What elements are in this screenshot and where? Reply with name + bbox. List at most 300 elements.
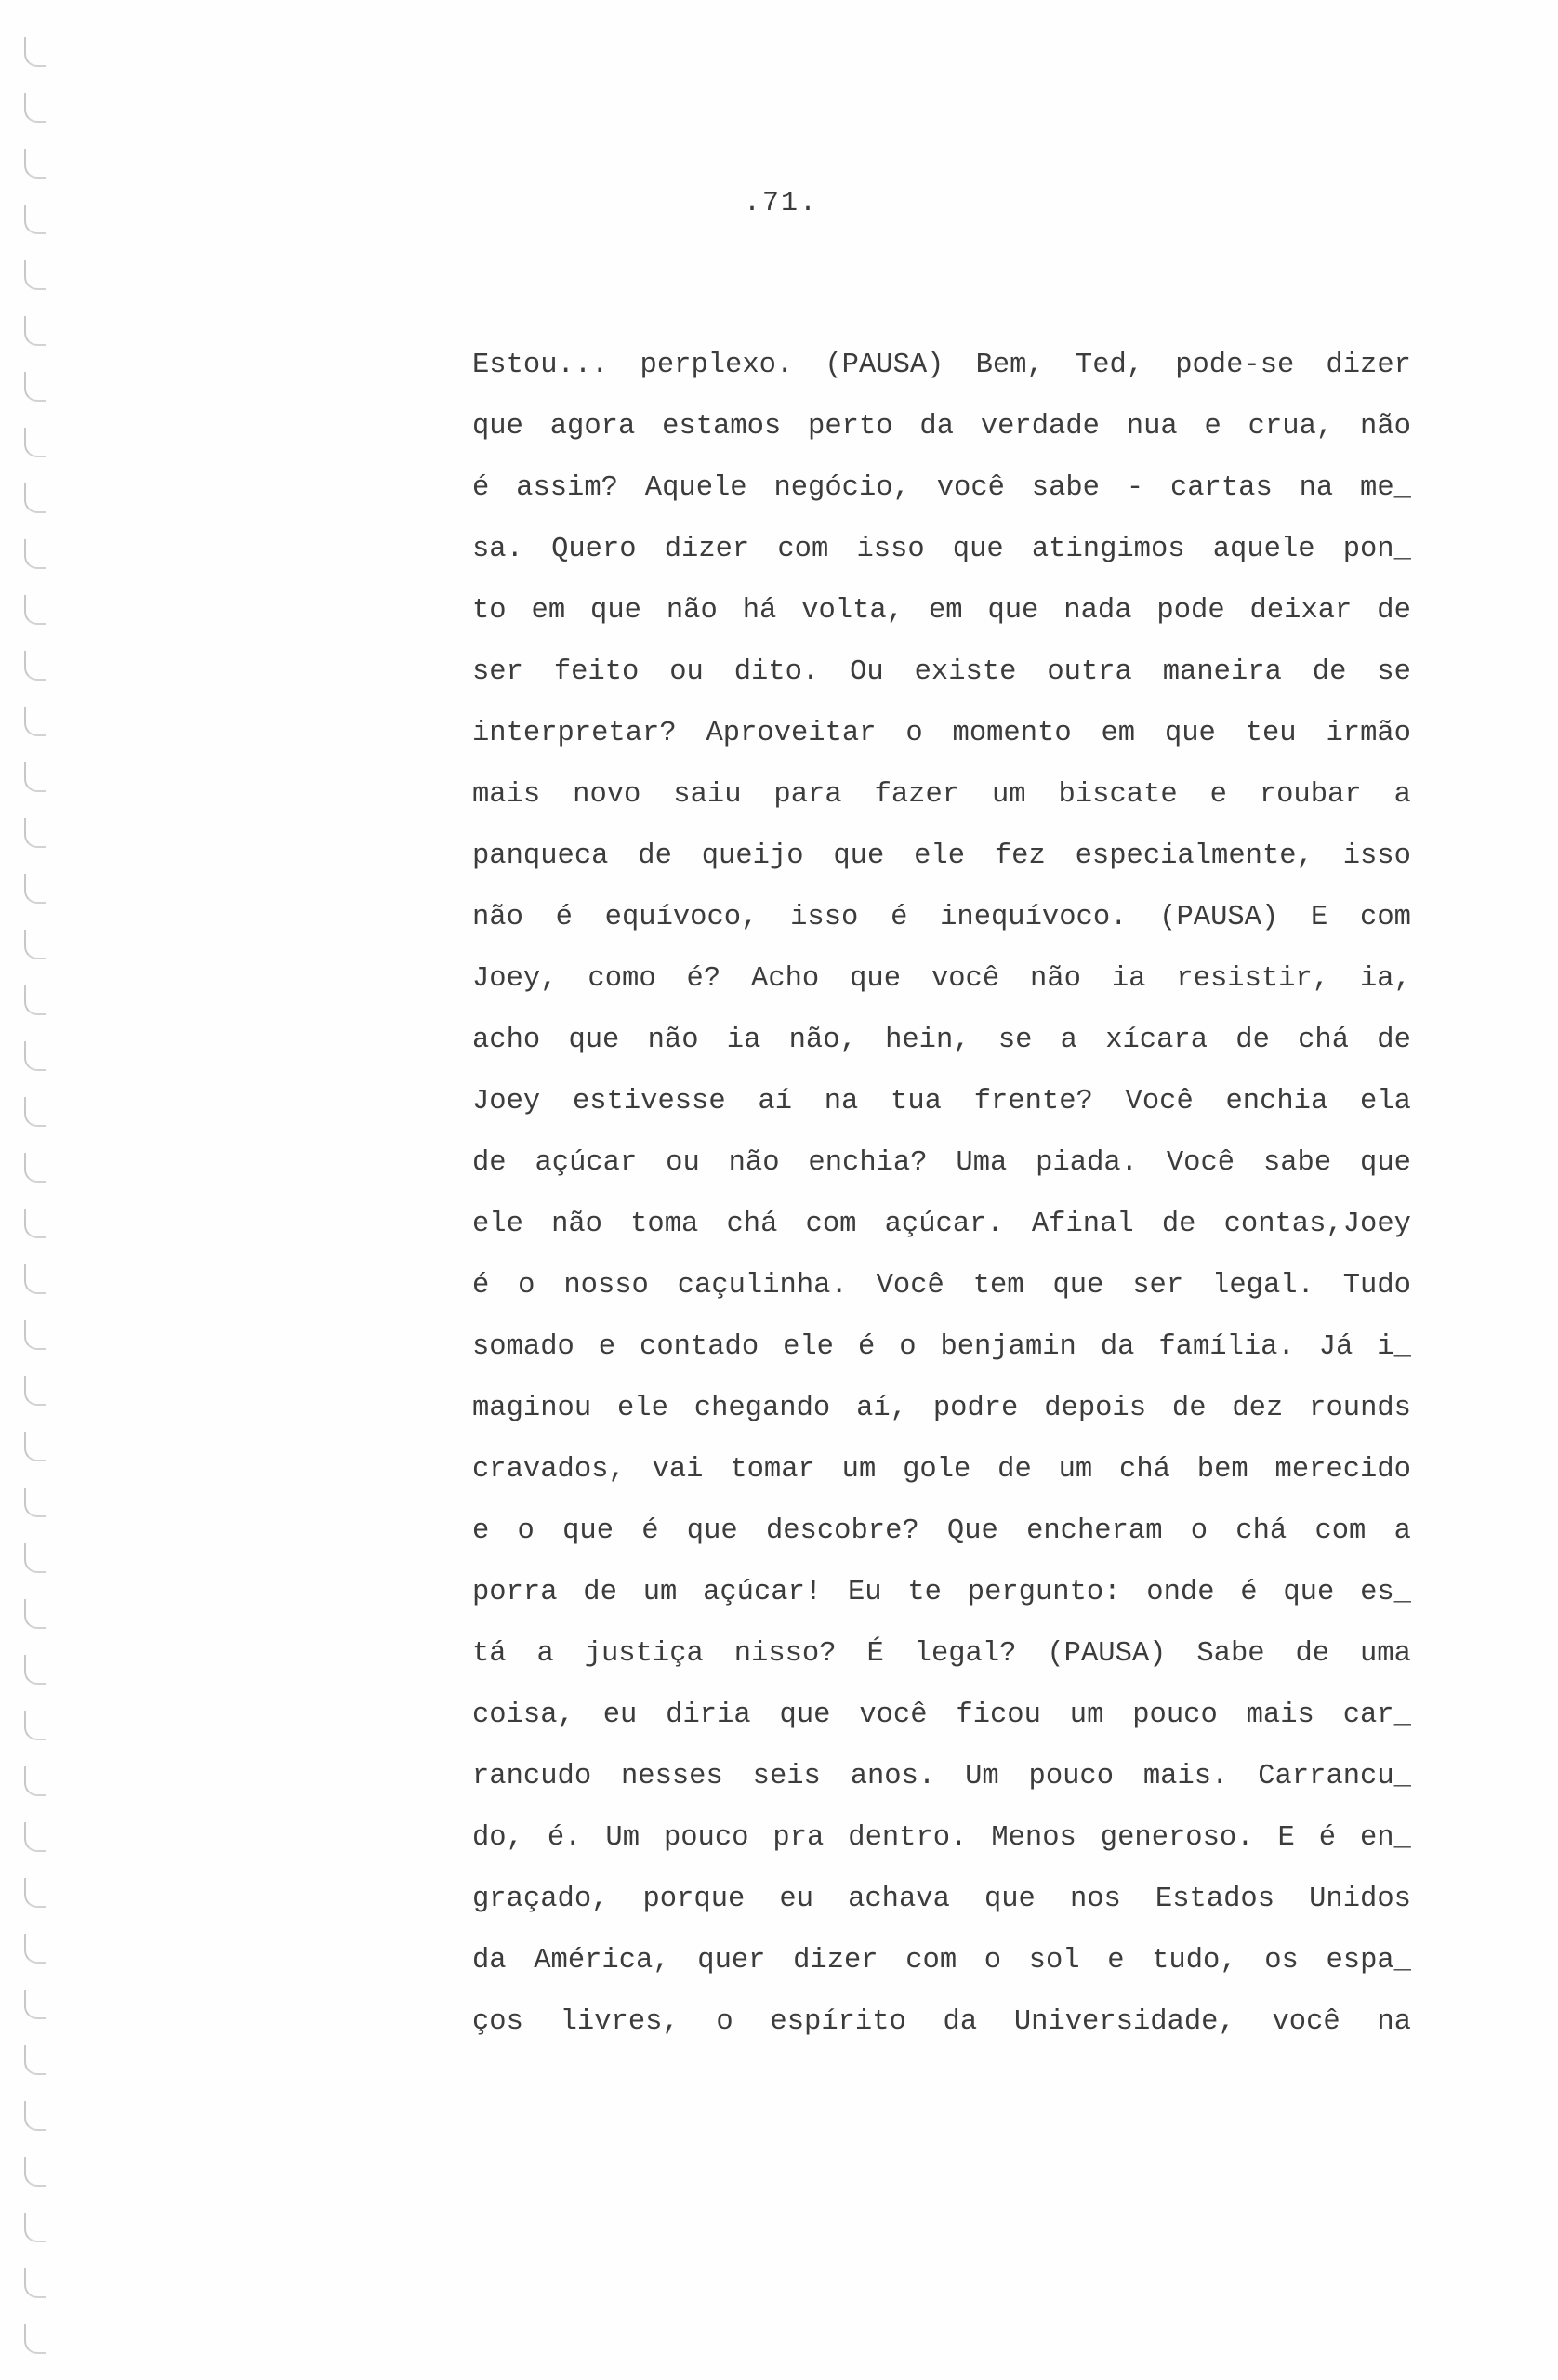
word: pode [1156,595,1225,627]
word: interpretar? [472,718,677,749]
word: de [472,1147,507,1179]
word: Afinal [1031,1209,1134,1240]
word: Tudo [1342,1270,1411,1302]
word: enchia? [808,1147,928,1179]
text-line [472,641,1411,703]
text-line [472,1010,1411,1071]
word: estamos [662,411,782,443]
word: E [1277,1822,1295,1854]
word: especialmente, [1075,840,1314,872]
word: Você [876,1270,944,1302]
word: fazer [874,779,960,811]
word: legal. [1212,1270,1314,1302]
word: rounds [1309,1393,1411,1424]
word: verdade [980,411,1100,443]
word: um [642,1577,678,1608]
word: E [1311,902,1328,933]
word: que [987,595,1039,627]
word: que [984,1884,1036,1915]
word: é [555,902,573,933]
word: benjamin [940,1331,1076,1363]
word: não [551,1209,602,1240]
word: fez [994,840,1046,872]
word: diria [666,1699,751,1731]
word: e [1204,411,1221,443]
word: maneira [1162,656,1282,688]
text-line [472,457,1411,519]
word: rancudo [472,1761,592,1792]
word: a [536,1638,554,1670]
word: ou [669,656,704,688]
word: maginou [472,1393,592,1424]
word: Joey, [472,963,558,995]
word: frente? [973,1086,1093,1117]
word: na [1299,472,1334,504]
word: ser [472,656,523,688]
word: volta, [801,595,904,627]
word: te [907,1577,942,1608]
word: é [472,472,490,504]
word: achava [848,1884,950,1915]
word: xícara [1105,1025,1208,1056]
word: to [472,595,507,627]
word: o [1190,1515,1208,1547]
word: anos. [850,1761,936,1792]
text-line [472,396,1411,457]
word: nisso? [733,1638,837,1670]
word: que [590,595,641,627]
word: eu [602,1699,638,1731]
word: uma [1359,1638,1411,1670]
word: você [936,472,1005,504]
word: chegando [693,1393,831,1424]
word: atingimos [1031,534,1185,565]
word: de [1377,1025,1411,1056]
word: é. [547,1822,582,1854]
word: Carrancu_ [1258,1761,1411,1792]
word: Já [1318,1331,1353,1363]
word: não [472,902,523,933]
word: da [1100,1331,1135,1363]
word: pouco [663,1822,749,1854]
word: nosso [563,1270,649,1302]
word: o [716,2006,733,2038]
word: descobre? [765,1515,919,1547]
word: roubar [1259,779,1362,811]
word: dizer [664,534,750,565]
text-line [472,1991,1411,2053]
word: com [777,534,829,565]
word: biscate [1058,779,1178,811]
word: Um [605,1822,640,1854]
word: podre [932,1393,1019,1424]
text-line [472,1930,1411,1991]
word: perto [808,411,893,443]
word: ia [1111,963,1146,995]
word: pouco [1132,1699,1218,1731]
word: cartas [1169,472,1273,504]
word: acho [472,1025,541,1056]
word: ficou [956,1699,1041,1731]
word: Você [1166,1147,1235,1179]
word: um [1058,1454,1093,1486]
word: você [931,963,1000,995]
word: açúcar. [884,1209,1004,1240]
word: isso [856,534,925,565]
word: ia, [1359,963,1411,995]
word: como [588,963,656,995]
word: ele [472,1209,523,1240]
word: gole [903,1454,971,1486]
word: irmão [1326,718,1411,749]
word: Estou... [472,350,609,381]
word: não, [788,1025,857,1056]
word: e [1209,779,1227,811]
word: existe [914,656,1017,688]
word: mais. [1142,1761,1229,1792]
text-line [472,1807,1411,1869]
text-line [472,826,1411,887]
word: pergunto: [967,1577,1121,1608]
word: Ted, [1075,350,1144,381]
word: me_ [1360,472,1411,504]
text-line [472,1316,1411,1378]
word: de [638,840,672,872]
text-line [472,1685,1411,1746]
word: isso [1342,840,1411,872]
word: Universidade, [1013,2006,1235,2038]
word: eu [779,1884,813,1915]
word: (PAUSA) [1047,1638,1167,1670]
word: (PAUSA) [1159,902,1279,933]
word: não [666,595,718,627]
word: car_ [1342,1699,1411,1731]
word: que [472,411,523,443]
word: que [1052,1270,1104,1302]
word: em [928,595,963,627]
word: deixar [1249,595,1353,627]
word: a [1393,1515,1411,1547]
word: ele [914,840,966,872]
word: vai [652,1454,704,1486]
word: Ou [850,656,884,688]
word: hein, [885,1025,970,1056]
word: legal? [914,1638,1017,1670]
word: livres, [560,2006,680,2038]
word: pouco [1028,1761,1115,1792]
word: Uma [956,1147,1008,1179]
word: de [1295,1638,1330,1670]
word: o [517,1515,535,1547]
word: Aproveitar [706,718,877,749]
word: é [1240,1577,1258,1608]
word: sabe [1262,1147,1332,1179]
word: é? [686,963,721,995]
word: espírito [770,2006,906,2038]
word: o [899,1331,917,1363]
body-text [472,335,1411,2053]
word: não [1360,411,1411,443]
word: Unidos [1309,1884,1411,1915]
word: contas,Joey [1223,1209,1411,1240]
word: Menos [991,1822,1076,1854]
word: dizer [793,1945,878,1977]
word: Aquele [644,472,747,504]
word: aí, [856,1393,907,1424]
word: dito. [733,656,820,688]
word: Acho [751,963,820,995]
word: nesses [620,1761,723,1792]
word: e [1107,1945,1125,1977]
word: da [472,1945,507,1977]
word: onde [1146,1577,1215,1608]
word: Bem, [975,350,1044,381]
text-line [472,1132,1411,1194]
word: de [997,1454,1032,1486]
word: um [1069,1699,1104,1731]
word: piada. [1036,1147,1138,1179]
word: novo [573,779,641,811]
word: espa_ [1326,1945,1411,1977]
text-line [472,1562,1411,1623]
word: América, [534,1945,670,1977]
word: e [472,1515,490,1547]
word: outra [1047,656,1132,688]
word: do, [472,1822,523,1854]
word: chá [1235,1515,1287,1547]
text-line [472,1746,1411,1807]
word: isso [790,902,859,933]
word: com [905,1945,957,1977]
text-line [472,1378,1411,1439]
word: um [841,1454,877,1486]
word: Joey [472,1086,541,1117]
text-line [472,1071,1411,1132]
word: nua [1126,411,1178,443]
word: pon_ [1342,534,1411,565]
word: negócio, [773,472,910,504]
word: que [850,963,902,995]
word: (PAUSA) [825,350,944,381]
word: é [891,902,908,933]
word: você [859,1699,928,1731]
word: mais [472,779,541,811]
word: que [686,1515,738,1547]
word: Um [965,1761,999,1792]
word: os [1264,1945,1299,1977]
word: tomar [730,1454,815,1486]
word: mais [1246,1699,1314,1731]
word: tua [891,1086,942,1117]
word: enchia [1225,1086,1328,1117]
word: família. [1158,1331,1295,1363]
text-line [472,1623,1411,1685]
word: que [1164,718,1216,749]
word: se [997,1025,1033,1056]
word: feito [553,656,640,688]
word: não [728,1147,780,1179]
text-line [472,887,1411,948]
word: encheram [1026,1515,1163,1547]
word: o [518,1270,535,1302]
word: es_ [1360,1577,1411,1608]
word: que [568,1025,620,1056]
text-line [472,1501,1411,1562]
word: para [773,779,842,811]
word: que [952,534,1004,565]
word: nos [1069,1884,1121,1915]
word: bem [1196,1454,1248,1486]
word: Quero [551,534,637,565]
word: com [1314,1515,1367,1547]
word: Sabe [1196,1638,1265,1670]
text-line [472,335,1411,396]
word: com [805,1209,857,1240]
word: o [984,1945,1002,1977]
text-line [472,580,1411,641]
word: é [857,1331,876,1363]
word: momento [952,718,1072,749]
word: com [1360,902,1411,933]
word: se [1377,656,1411,688]
word: merecido [1274,1454,1411,1486]
word: en_ [1359,1822,1411,1854]
word: aquele [1212,534,1315,565]
word: ou [666,1147,700,1179]
word: seis [752,1761,821,1792]
word: queijo [701,840,804,872]
word: dez [1232,1393,1284,1424]
word: resistir, [1176,963,1330,995]
word: tudo, [1152,1945,1237,1977]
word: tá [472,1638,507,1670]
word: na [1377,2006,1411,2038]
word: não [1030,963,1081,995]
word: que [833,840,885,872]
text-line [472,703,1411,764]
word: açúcar [535,1147,638,1179]
word: nada [1063,595,1132,627]
word: quer [697,1945,766,1977]
word: aí [758,1086,792,1117]
word: ele [616,1393,668,1424]
word: de [1312,656,1347,688]
word: ela [1360,1086,1411,1117]
binding-margin [7,0,63,2380]
word: pode-se [1175,350,1295,381]
word: que [562,1515,614,1547]
word: na [824,1086,859,1117]
word: pra [772,1822,825,1854]
word: que [779,1699,831,1731]
word: de [1161,1209,1196,1240]
word: inequívoco. [940,902,1128,933]
word: graçado, [472,1884,609,1915]
word: ser [1132,1270,1184,1302]
word: você [1272,2006,1340,2038]
word: a [1060,1025,1077,1056]
word: açúcar! [703,1577,823,1608]
word: de [1377,595,1411,627]
word: de [1235,1025,1270,1056]
word: coisa, [472,1699,574,1731]
word: que [1360,1147,1411,1179]
word: tem [972,1270,1024,1302]
text-line [472,764,1411,826]
word: Estados [1155,1884,1275,1915]
word: da [943,2006,978,2038]
text-line [472,1869,1411,1930]
word: somado [472,1331,574,1363]
word: estivesse [572,1086,726,1117]
word: o [905,718,923,749]
word: Você [1125,1086,1194,1117]
word: chá [726,1209,778,1240]
word: e [598,1331,616,1363]
word: sol [1028,1945,1080,1977]
word: Que [946,1515,998,1547]
text-line [472,1439,1411,1501]
word: sa. [472,534,523,565]
word: agora [549,411,636,443]
word: - [1126,472,1144,504]
word: que [1283,1577,1335,1608]
word: sabe [1031,472,1100,504]
page-number: .71. [744,188,819,219]
word: É [866,1638,884,1670]
word: ços [472,2006,523,2038]
word: um [992,779,1026,811]
word: justiça [584,1638,704,1670]
word: teu [1245,718,1297,749]
word: depois [1044,1393,1147,1424]
word: panqueca [472,840,609,872]
word: saiu [673,779,742,811]
word: ele [783,1331,834,1363]
word: cravados, [472,1454,626,1486]
text-line [472,519,1411,580]
word: perplexo. [640,350,794,381]
word: toma [630,1209,699,1240]
word: i_ [1377,1331,1411,1363]
word: em [531,595,566,627]
word: em [1101,718,1136,749]
word: de [1171,1393,1207,1424]
word: contado [640,1331,759,1363]
text-line [472,1194,1411,1255]
word: crua, [1248,411,1334,443]
word: há [742,595,777,627]
word: dentro. [848,1822,968,1854]
text-line [472,1255,1411,1316]
word: é [1318,1822,1337,1854]
word: porque [642,1884,746,1915]
word: a [1393,779,1411,811]
word: chá [1119,1454,1170,1486]
word: não [647,1025,699,1056]
word: porra [472,1577,558,1608]
word: chá [1298,1025,1350,1056]
word: da [919,411,954,443]
word: de [583,1577,617,1608]
word: é [641,1515,659,1547]
word: equívoco, [604,902,759,933]
word: ia [726,1025,761,1056]
word: assim? [516,472,618,504]
word: Eu [847,1577,882,1608]
text-line [472,948,1411,1010]
word: dizer [1326,350,1411,381]
